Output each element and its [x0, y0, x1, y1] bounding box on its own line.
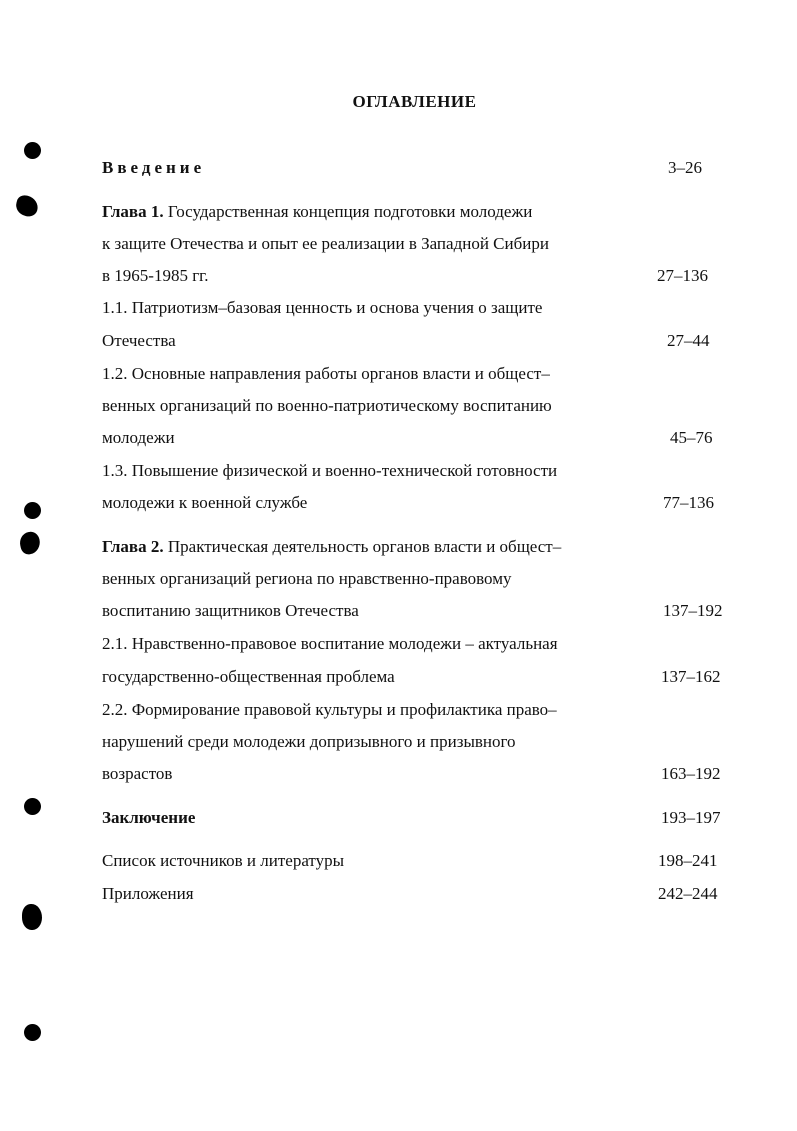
toc-chapter2-pages: 137–192 — [663, 601, 723, 620]
toc-appendix-label: Приложения — [102, 884, 194, 903]
punch-hole-icon — [24, 142, 41, 159]
toc-intro-label: Введение — [102, 158, 206, 177]
toc-section-1-3-line2: молодежи к военной службе — [102, 493, 308, 512]
punch-hole-icon — [24, 798, 41, 815]
toc-section-2-2-line1: 2.2. Формирование правовой культуры и профилактика право– — [102, 700, 557, 719]
toc-section-1-2-pages: 45–76 — [670, 428, 713, 447]
toc-section-2-1-pages: 137–162 — [661, 667, 721, 686]
toc-section-1-2-line3: молодежи — [102, 428, 175, 447]
scan-blot-icon — [14, 193, 40, 218]
scan-blot-icon — [22, 904, 42, 930]
punch-hole-icon — [24, 1024, 41, 1041]
toc-sources-pages: 198–241 — [658, 851, 718, 870]
toc-sources-label: Список источников и литературы — [102, 851, 345, 870]
toc-chapter1-line3: в 1965-1985 гг. — [102, 266, 209, 285]
toc-section-1-1-pages: 27–44 — [667, 331, 710, 350]
chapter1-title-part1: Государственная концепция подготовки молодежи — [163, 202, 533, 221]
toc-intro-pages: 3–26 — [668, 158, 702, 177]
chapter2-title-part1: Практическая деятельность органов власти и общест– — [163, 537, 562, 556]
toc-chapter2-line1 — [102, 537, 561, 557]
scan-blot-icon — [18, 530, 42, 556]
punch-hole-icon — [24, 502, 41, 519]
toc-section-1-3-pages: 77–136 — [663, 493, 714, 512]
toc-appendix-pages: 242–244 — [658, 884, 718, 903]
toc-section-1-1-line1: 1.1. Патриотизм–базовая ценность и основа учения о защите — [102, 298, 543, 317]
toc-conclusion-label: Заключение — [102, 808, 196, 827]
toc-conclusion-pages: 193–197 — [661, 808, 721, 827]
chapter1-prefix: Глава 1. — [102, 202, 164, 221]
chapter2-prefix: Глава 2. — [102, 537, 164, 556]
toc-section-2-2-pages: 163–192 — [661, 764, 721, 783]
toc-section-1-3-line1: 1.3. Повышение физической и военно-технической готовности — [102, 461, 558, 480]
toc-chapter1-line1 — [102, 202, 532, 222]
toc-section-1-2-line1: 1.2. Основные направления работы органов власти и общест– — [102, 364, 550, 383]
toc-section-2-2-line2: нарушений среди молодежи допризывного и призывного — [102, 732, 516, 751]
toc-section-1-1-line2: Отечества — [102, 331, 176, 350]
toc-chapter1-pages: 27–136 — [657, 266, 708, 285]
toc-chapter2-line3: воспитанию защитников Отечества — [102, 601, 359, 620]
page-title: ОГЛАВЛЕНИЕ — [352, 92, 477, 111]
toc-section-2-1-line2: государственно-общественная проблема — [102, 667, 395, 686]
toc-section-2-1-line1: 2.1. Нравственно-правовое воспитание молодежи – актуальная — [102, 634, 558, 653]
toc-chapter2-line2: венных организаций региона по нравственно-правовому — [102, 569, 512, 588]
toc-section-1-2-line2: венных организаций по военно-патриотическому воспитанию — [102, 396, 552, 415]
toc-chapter1-line2: к защите Отечества и опыт ее реализации в Западной Сибири — [102, 234, 549, 253]
toc-section-2-2-line3: возрастов — [102, 764, 173, 783]
